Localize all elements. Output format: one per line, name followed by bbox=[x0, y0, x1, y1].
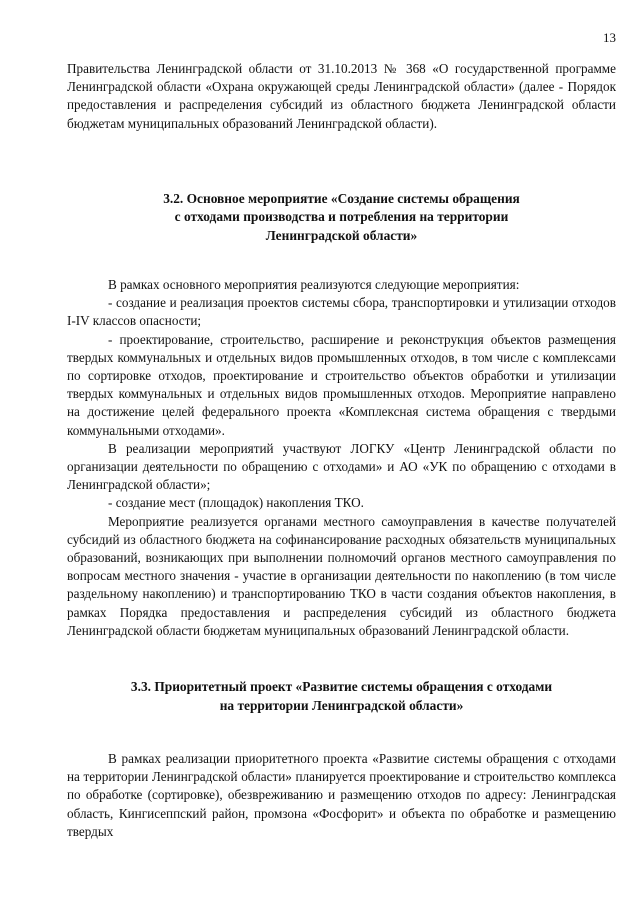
intro-paragraph: Правительства Ленинградской области от 31.10.2013 № 368 «О государственной программе Ленинградской области «Охрана окружающей среды Ленинградской области» (далее - Порядок предоставления и распределения субсидий из областного бюджета Ленинградской области бюджетам муниципальных образований Ленинградской области). bbox=[67, 61, 616, 131]
section-3-3-heading-line: 3.3. Приоритетный проект «Развитие системы обращения с отходами bbox=[130, 679, 553, 695]
page-number: 13 bbox=[603, 30, 616, 45]
section-3-2-paragraph: - проектирование, строительство, расширение и реконструкция объектов размещения твердых коммунальных и отдельных видов промышленных отходов, в том числе с комплексами по сортировке отходов, проектирование и строительство объектов обработки и утилизации твердых коммунальных и отдельных видов промышленных отходов. Мероприятие направлено на достижение целей федерального проекта «Комплексная система обращения с твердыми коммунальными отходами». bbox=[67, 331, 616, 438]
section-3-2-paragraph: В реализации мероприятий участвуют ЛОГКУ «Центр Ленинградской области по организации деятельности по обращению с отходами» и АО «УК по обращению с отходами в Ленинградской области»; bbox=[67, 440, 616, 493]
section-3-2-paragraph: - создание мест (площадок) накопления ТКО. bbox=[108, 495, 364, 511]
section-3-2-paragraph: - создание и реализация проектов системы сбора, транспортировки и утилизации отходов I-IV классов опасности; bbox=[67, 295, 616, 329]
section-3-2-heading bbox=[67, 190, 616, 245]
section-3-3-heading-line: на территории Ленинградской области» bbox=[219, 697, 464, 713]
section-3-2-heading-line: с отходами производства и потребления на территории bbox=[174, 209, 509, 225]
section-3-2-paragraph: В рамках основного мероприятия реализуются следующие мероприятия: bbox=[108, 277, 520, 293]
section-3-2-heading-line: Ленинградской области» bbox=[265, 227, 418, 243]
section-3-2-heading-line: 3.2. Основное мероприятие «Создание системы обращения bbox=[163, 190, 520, 206]
section-3-3-heading bbox=[67, 678, 616, 715]
section-3-2-paragraph: Мероприятие реализуется органами местного самоуправления в качестве получателей субсидий из областного бюджета на софинансирование расходных обязательств муниципальных образований, возникающих при выполнении полномочий органов местного самоуправления по вопросам местного значения - участие в организации деятельности по накоплению (в том числе раздельному накоплению) и транспортированию ТКО в части создания объектов накопления, в рамках Порядка предоставления и распределения субсидий из областного бюджета Ленинградской области бюджетам муниципальных образований Ленинградской области. bbox=[67, 513, 616, 638]
page-content bbox=[67, 60, 616, 841]
section-3-3-paragraph: В рамках реализации приоритетного проекта «Развитие системы обращения с отходами на территории Ленинградской области» планируется проектирование и строительство комплекса по обработке (сортировке), обезвреживанию и размещению отходов по адресу: Ленинградская область, Кингисеппский район, промзона «Фосфорит» и объекта по обработке и размещению твердых bbox=[67, 750, 616, 839]
